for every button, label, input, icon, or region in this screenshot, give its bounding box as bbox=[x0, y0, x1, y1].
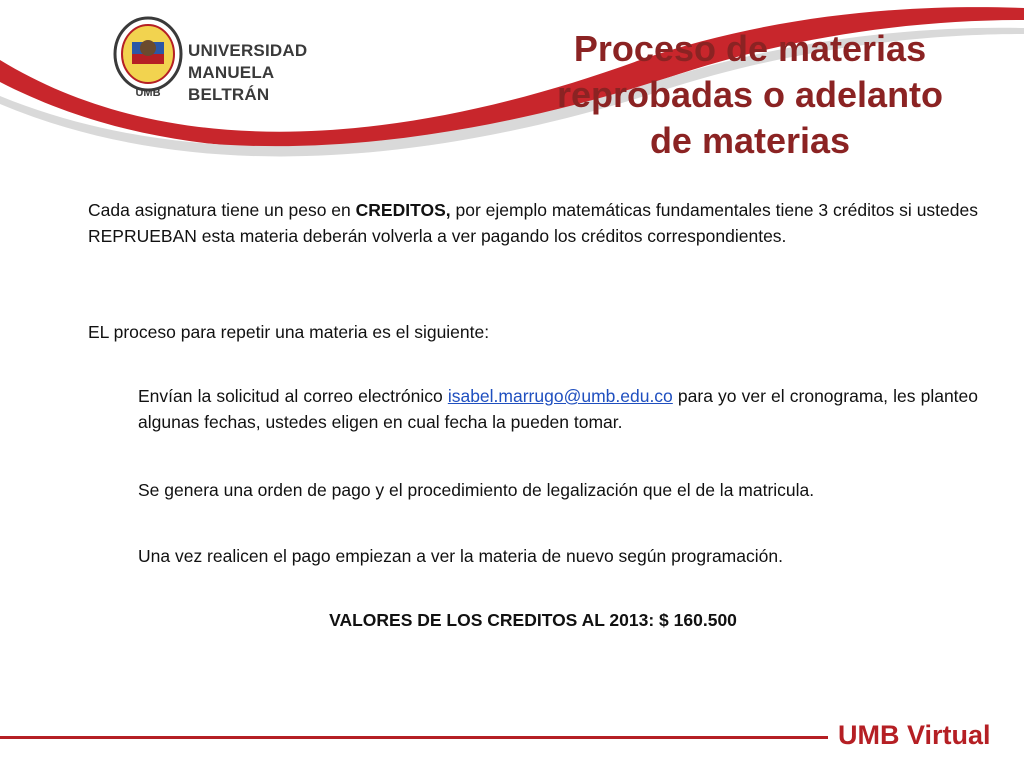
credits-text-b: por ejemplo matemáticas fundamentales tiene 3 créditos si ustedes REPRUEBAN esta materia deberán volverla a ver pagando los créditos correspondientes. bbox=[88, 200, 978, 246]
svg-text:UMB: UMB bbox=[135, 87, 161, 99]
logo-text-line1: UNIVERSIDAD bbox=[188, 41, 308, 60]
credits-text-a: Cada asignatura tiene un peso en bbox=[88, 200, 356, 220]
process-intro: EL proceso para repetir una materia es el siguiente: bbox=[88, 322, 490, 342]
university-logo bbox=[112, 14, 332, 104]
footer-divider bbox=[0, 736, 828, 739]
footer-brand: UMB Virtual bbox=[838, 720, 991, 750]
step-request-text-b: para yo ver el cronograma, les planteo algunas fechas, ustedes eligen en cual fecha la pueden tomar. bbox=[138, 386, 979, 432]
university-seal-icon bbox=[112, 14, 184, 102]
title-line-3: de materias bbox=[649, 120, 851, 161]
logo-text-line2: MANUELA BELTRÁN bbox=[188, 63, 274, 104]
email-link[interactable]: isabel.marrugo@umb.edu.co bbox=[447, 386, 673, 406]
step-request-text-a: Envían la solicitud al correo electrónico bbox=[138, 386, 448, 406]
credits-paragraph bbox=[88, 197, 978, 249]
logo-wordmark bbox=[188, 40, 332, 106]
step-after-payment: Una vez realicen el pago empiezan a ver la materia de nuevo según programación. bbox=[138, 546, 783, 566]
title-line-1: Proceso de materias bbox=[573, 28, 927, 69]
step-payment-order: Se genera una orden de pago y el procedimiento de legalización que el de la matricula. bbox=[138, 480, 815, 500]
title-line-2: reprobadas o adelanto bbox=[556, 74, 944, 115]
step-request bbox=[138, 383, 978, 435]
page-title bbox=[530, 26, 970, 164]
credit-value: VALORES DE LOS CREDITOS AL 2013: $ 160.500 bbox=[329, 610, 737, 630]
credits-bold: CREDITOS, bbox=[355, 200, 451, 220]
